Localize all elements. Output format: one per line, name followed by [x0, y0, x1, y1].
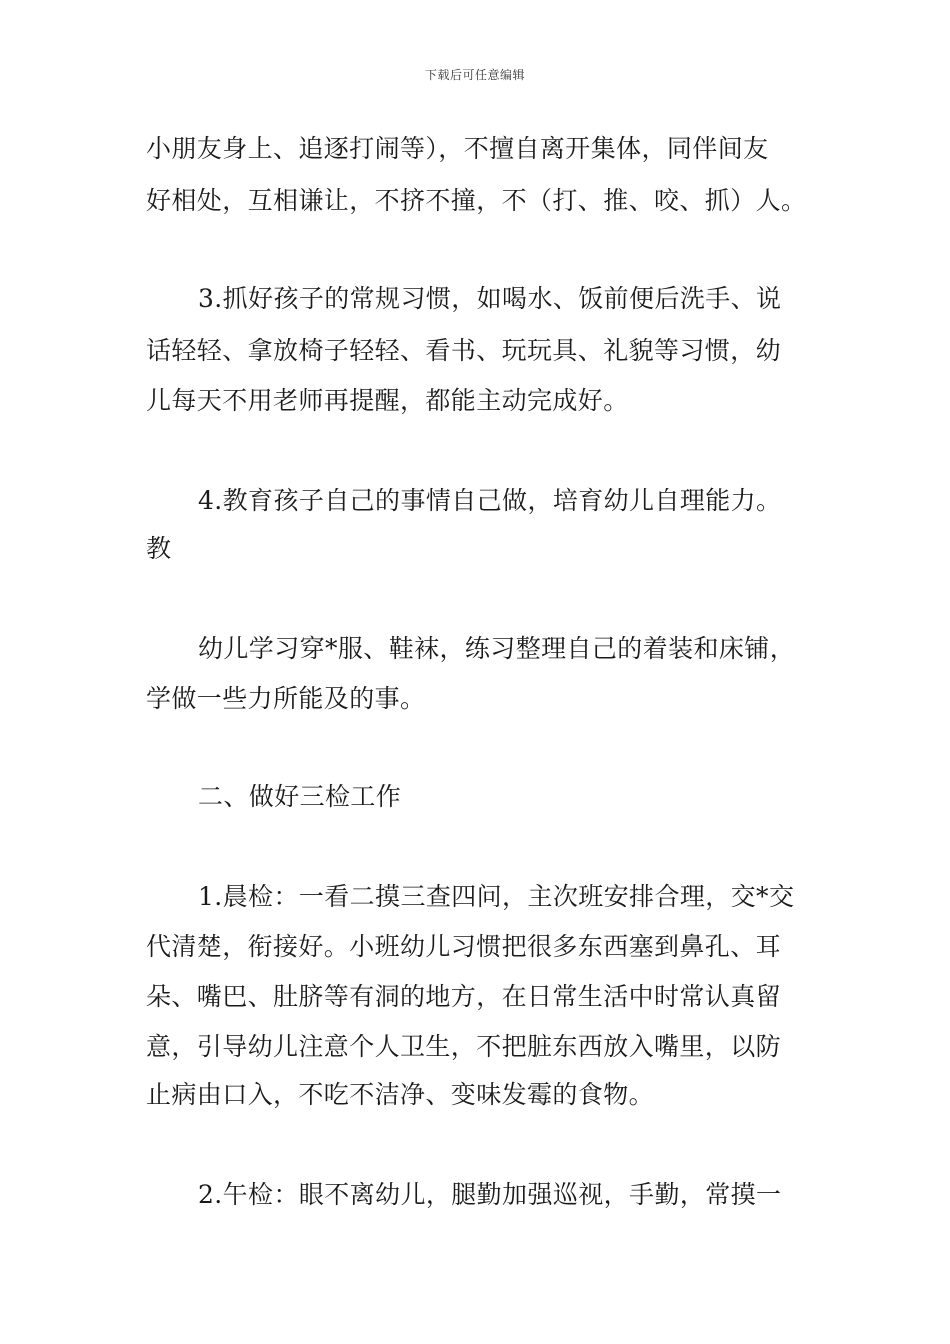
text-line: 1.晨检：一看二摸三查四问，主次班安排合理，交*交: [198, 882, 795, 911]
text-line: 止病由口入，不吃不洁净、变味发霉的食物。: [146, 1080, 655, 1109]
text-line: 朵、嘴巴、肚脐等有洞的地方，在日常生活中时常认真留: [146, 982, 782, 1011]
text-line: 话轻轻、拿放椅子轻轻、看书、玩玩具、礼貌等习惯，幼: [146, 336, 782, 365]
section-heading: 二、做好三检工作: [198, 782, 402, 811]
text-line: 学做一些力所能及的事。: [146, 684, 426, 713]
text-line: 好相处，互相谦让，不挤不撞，不（打、推、咬、抓）人。: [146, 186, 807, 215]
text-line: 2.午检：眼不离幼儿，腿勤加强巡视，手勤，常摸一: [198, 1180, 782, 1209]
page-header-note: 下载后可任意编辑: [424, 68, 525, 82]
text-line: 代清楚，衔接好。小班幼儿习惯把很多东西塞到鼻孔、耳: [146, 932, 782, 961]
text-line: 幼儿学习穿*服、鞋袜，练习整理自己的着装和床铺，: [198, 634, 796, 663]
text-line: 儿每天不用老师再提醒，都能主动完成好。: [146, 386, 629, 415]
text-line: 意，引导幼儿注意个人卫生，不把脏东西放入嘴里，以防: [146, 1032, 782, 1061]
text-line: 小朋友身上、追逐打闹等），不擅自离开集体，同伴间友: [146, 134, 769, 163]
text-line: 4.教育孩子自己的事情自己做，培育幼儿自理能力。: [198, 486, 782, 515]
text-line: 教: [146, 534, 172, 563]
text-line: 3.抓好孩子的常规习惯，如喝水、饭前便后洗手、说: [198, 284, 782, 313]
